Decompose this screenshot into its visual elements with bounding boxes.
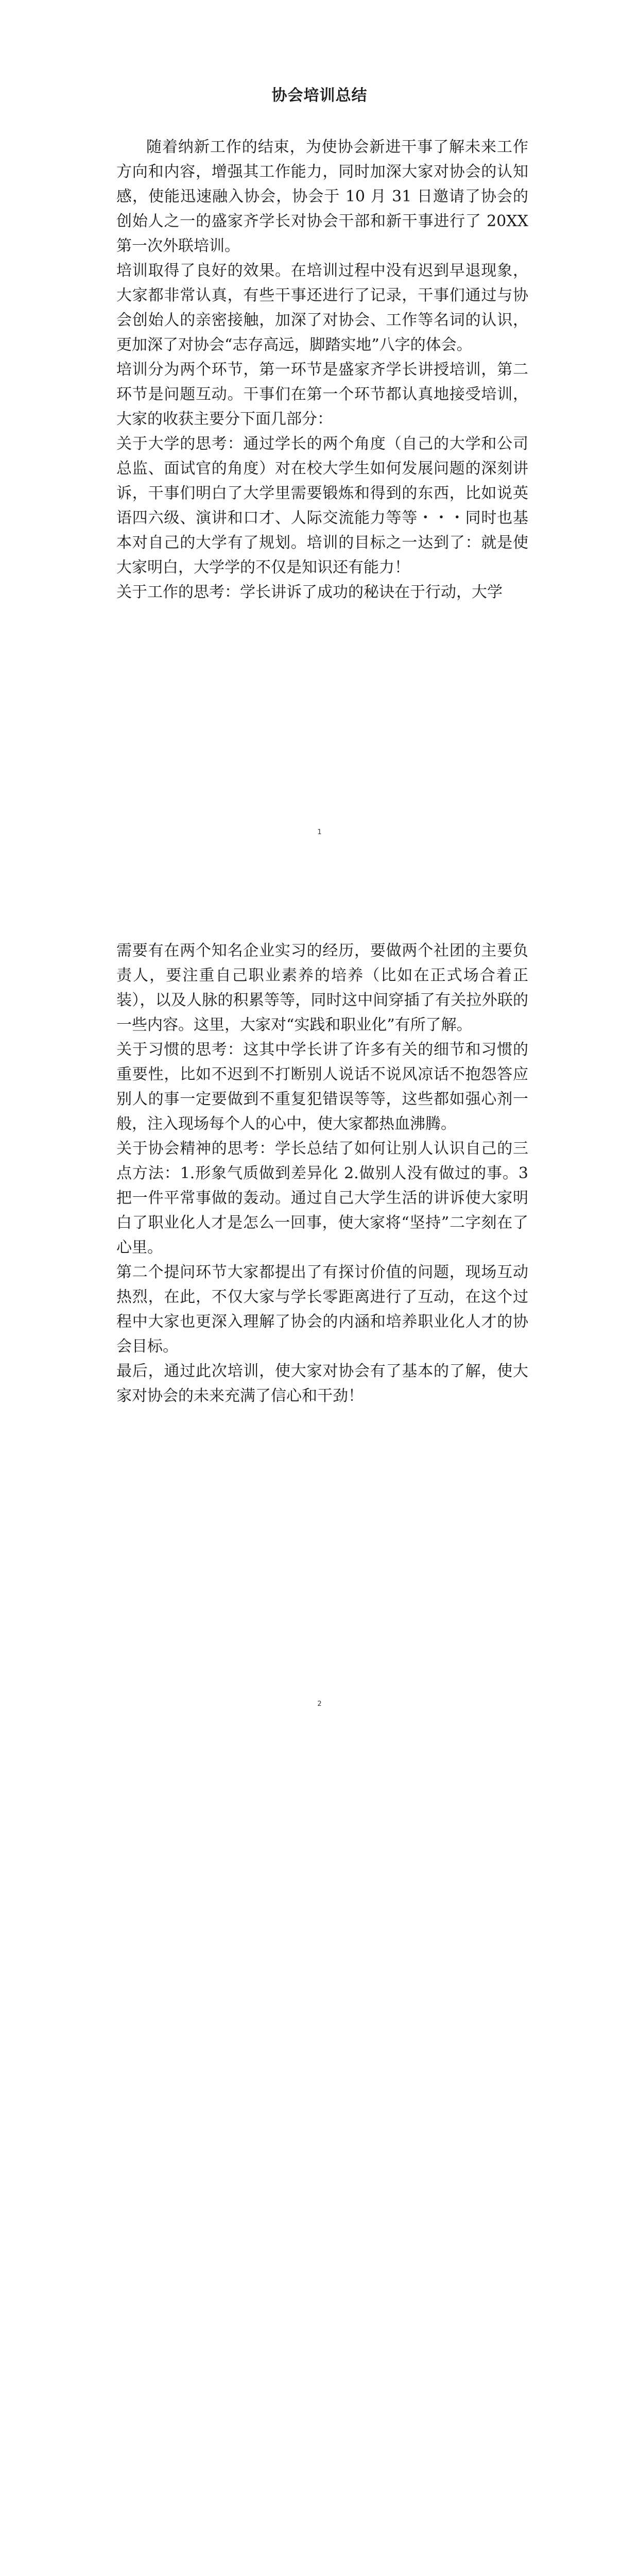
paragraph-qa: 第二个提问环节大家都提出了有探讨价值的问题，现场互动热烈，在此，不仅大家与学长零距离进行了互动，在这个过程中大家也更深入理解了协会的内涵和培养职业化人才的协会目标。 — [116, 1263, 528, 1355]
paragraph-spirit: 关于协会精神的思考：学长总结了如何让别人认识自己的三点方法：1.形象气质做到差异化 2.做别人没有做过的事。3 把一件平常事做的轰动。通过自己大学生活的讲诉使大家明白了职业化人才是怎么一回事，使大家将“坚持”二字刻在了心里。 — [116, 1140, 528, 1257]
document-page-3 — [0, 1807, 639, 2576]
paragraph-work-cont: 需要有在两个知名企业实习的经历，要做两个社团的主要负责人，要注重自己职业素养的培养（比如在正式场合着正装），以及人脉的积累等等，同时这中间穿插了有关拉外联的一些内容。这里，大家对“实践和职业化”有所了解。 — [116, 942, 528, 1034]
paragraph-university: 关于大学的思考：通过学长的两个角度（自己的大学和公司总监、面试官的角度）对在校大学生如何发展问题的深刻讲诉，干事们明白了大学里需要锻炼和得到的东西，比如说英语四六级、演讲和口才、人际交流能力等等・・・同时也基本对自己的大学有了规划。培训的目标之一达到了：就是使大家明白，大学学的不仅是知识还有能力！ — [116, 435, 528, 577]
document-page-2 — [0, 904, 639, 1807]
paragraph-intro: 随着纳新工作的结束，为使协会新进干事了解未来工作方向和内容，增强其工作能力，同时加深大家对协会的认知感，使能迅速融入协会，协会于 10 月 31 日邀请了协会的创始人之一的盛家齐学长对协会干部和新干事进行了 20XX 第一次外联培训。 — [116, 138, 528, 255]
page-1-body — [116, 135, 528, 605]
paragraph-result: 培训取得了良好的效果。在培训过程中没有迟到早退现象，大家都非常认真，有些干事还进行了记录，干事们通过与协会创始人的亲密接触，加深了对协会、工作等名词的认识，更加深了对协会“志存高远，脚踏实地”八字的体会。 — [116, 262, 528, 354]
page-2-body — [116, 939, 528, 1409]
paragraph-conclusion: 最后，通过此次培训，使大家对协会有了基本的了解，使大家对协会的未来充满了信心和干劲！ — [116, 1362, 528, 1405]
paragraph-habits: 关于习惯的思考：这其中学长讲了许多有关的细节和习惯的重要性，比如不迟到不打断别人说话不说风凉话不抱怨答应别人的事一定要做到不重复犯错误等等，这些都如强心剂一般，注入现场每个人的心中，使大家都热血沸腾。 — [116, 1041, 528, 1133]
page-number: 1 — [317, 828, 322, 836]
document-page-1 — [0, 0, 639, 904]
document-title: 协会培训总结 — [271, 87, 368, 105]
page-number: 2 — [317, 1700, 322, 1708]
paragraph-sections: 培训分为两个环节，第一环节是盛家齐学长讲授培训，第二环节是问题互动。干事们在第一个环节都认真地接受培训，大家的收获主要分下面几部分： — [116, 361, 528, 428]
paragraph-work-start: 关于工作的思考：学长讲诉了成功的秘诀在于行动，大学 — [116, 583, 503, 601]
